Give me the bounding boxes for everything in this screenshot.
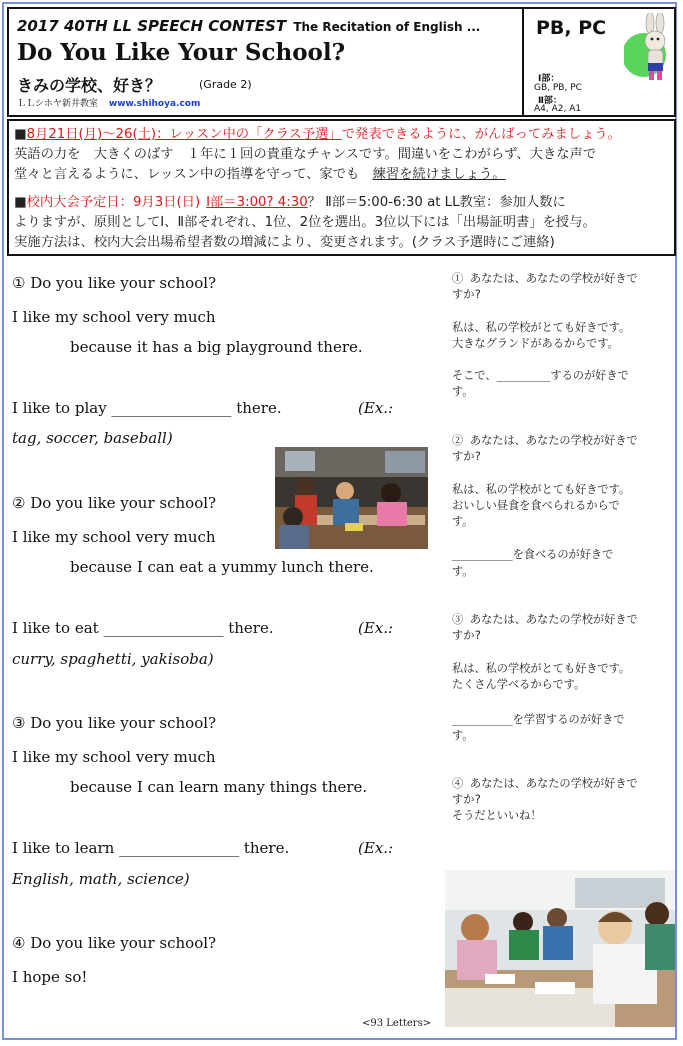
jp-3-line-2: すか? (452, 629, 482, 642)
part2-label: Ⅱ部： (538, 96, 562, 106)
jp-2-line-2: すか? (452, 450, 482, 463)
jp-3-line-5: _________を学習するのが好きで (452, 713, 625, 726)
jp-3-line-4: たくさん学べるからです。 (452, 678, 586, 691)
notice-line-2: 英語の力を 大きくのばす １年に１回の貴重なチャンスです。間違いをこわがらず、大きな声で (14, 147, 597, 162)
part1-label: Ⅰ部： (538, 74, 560, 84)
header-left (9, 9, 522, 115)
header-box (7, 7, 676, 117)
example-1: tag, soccer, baseball) (12, 429, 173, 447)
answer-1-line-1: I like my school very much (12, 308, 216, 326)
example-label-1: (Ex.: (358, 399, 394, 417)
jp-3-line-6: す。 (452, 729, 474, 742)
jp-4-line-2: すか? (452, 793, 482, 806)
example-2: curry, spaghetti, yakisoba) (12, 650, 214, 668)
contest-date: 校内大会予定日：9月3日(日) (26, 195, 201, 210)
contest-title (17, 17, 480, 35)
lunch-photo (275, 447, 428, 549)
part2-time: ？ Ⅱ部＝5:00-6:30 at LL教室：参加人数に (307, 195, 566, 210)
jp-4-line-1: ④ あなたは、あなたの学校が好きで (452, 777, 638, 790)
notice-line-3 (14, 165, 506, 185)
website-link[interactable]: www.shihoya.com (108, 99, 201, 109)
fill-line-1: I like to play ________________ there. (12, 399, 282, 417)
answer-4: I hope so! (12, 968, 88, 986)
classroom-photo-image (445, 870, 675, 1027)
notice-line-6: 実施方法は、校内大会出場希望者数の増減により、変更されます。(クラス予選時にご連絡) (14, 235, 555, 250)
part2-value: A4, A2, A1 (534, 104, 582, 114)
grade-label: (Grade 2) (199, 78, 252, 91)
bullet: ■ (14, 195, 27, 210)
rabbit-mascot-icon (624, 13, 674, 83)
preliminary-date: 8月21日(月)～26(土)：レッスン中の「クラス予選」 (26, 127, 342, 142)
classroom-photo (445, 870, 675, 1027)
notice-line-4 (14, 193, 566, 213)
preliminary-note: で発表できるように、がんばってみましょう。 (341, 127, 621, 142)
answer-1-line-2: because it has a big playground there. (70, 338, 363, 356)
contest-subtitle: The Recitation of English ... (293, 20, 481, 34)
notice-box (7, 119, 676, 256)
fill-line-2: I like to eat ________________ there. (12, 619, 274, 637)
answer-2-line-1: I like my school very much (12, 528, 216, 546)
jp-2-line-4: おいしい昼食を食べられるからで (452, 499, 620, 512)
notice-line-5: よりますが、原則としてⅠ、Ⅱ部それぞれ、1位、2位を選出。3位以下には「出場証明書」を授与。 (14, 215, 596, 230)
answer-2-line-2: because I can eat a yummy lunch there. (70, 558, 374, 576)
example-label-3: (Ex.: (358, 839, 394, 857)
question-2: ② Do you like your school? (12, 494, 217, 512)
jp-2-line-4b: す。 (452, 515, 474, 528)
question-3: ③ Do you like your school? (12, 714, 217, 732)
lunch-photo-image (275, 447, 428, 549)
example-label-2: (Ex.: (358, 619, 394, 637)
letter-count: <93 Letters> (362, 1018, 432, 1029)
jp-1-line-3: 私は、私の学校がとても好きです。 (452, 321, 631, 334)
japanese-title: きみの学校、好き？ (17, 76, 162, 95)
answer-3-line-2: because I can learn many things there. (70, 778, 368, 796)
jp-2-line-3: 私は、私の学校がとても好きです。 (452, 483, 631, 496)
school-name: ＬＬシホヤ新井教室 (17, 99, 99, 109)
jp-1-line-2: すか? (452, 288, 482, 301)
jp-2-line-6: す。 (452, 565, 474, 578)
jp-1-line-5: そこで、________するのが好きで (452, 369, 629, 382)
jp-4-line-3: そうだといいね！ (452, 809, 542, 822)
answer-3-line-1: I like my school very much (12, 748, 216, 766)
contest-name: 2017 40TH LL SPEECH CONTEST (17, 17, 287, 35)
jp-1-line-6: す。 (452, 385, 474, 398)
jp-3-line-1: ③ あなたは、あなたの学校が好きで (452, 613, 638, 626)
jp-3-line-3: 私は、私の学校がとても好きです。 (452, 662, 631, 675)
jp-1-line-1: ① あなたは、あなたの学校が好きで (452, 272, 638, 285)
part1-time: Ⅰ部＝3:00? 4:30 (206, 195, 308, 210)
part1-value: GB, PB, PC (534, 83, 582, 93)
practice-note: 練習を続けましょう。 (372, 167, 506, 182)
jp-2-line-5: _________を食べるのが好きで (452, 548, 614, 561)
bullet: ■ (14, 127, 27, 142)
school-line (17, 96, 200, 109)
example-3: English, math, science) (12, 870, 190, 888)
level-code: PB, PC (536, 17, 607, 39)
notice-line-1 (14, 125, 621, 145)
header-right (522, 9, 674, 115)
fill-line-3: I like to learn ________________ there. (12, 839, 290, 857)
jp-2-line-1: ② あなたは、あなたの学校が好きで (452, 434, 638, 447)
question-1: ① Do you like your school? (12, 274, 217, 292)
question-4: ④ Do you like your school? (12, 934, 217, 952)
notice-text: 堂々と言えるように、レッスン中の指導を守って、家でも (14, 167, 373, 182)
page-title: Do You Like Your School? (17, 39, 346, 66)
jp-1-line-4: 大きなグランドがあるからです。 (452, 337, 619, 350)
